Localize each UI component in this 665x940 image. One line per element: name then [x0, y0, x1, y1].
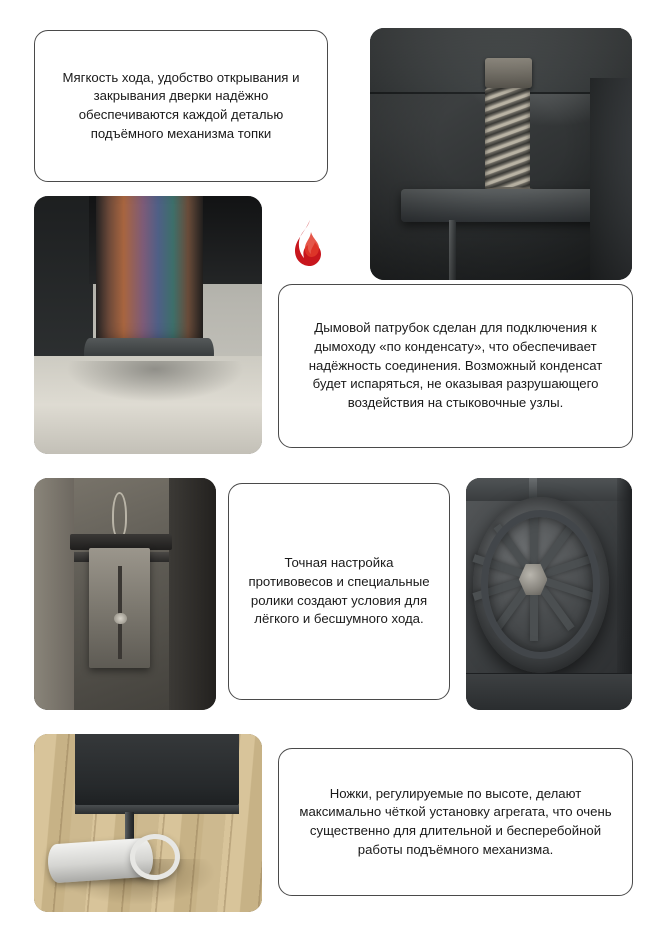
photo-cast-iron-wheel-image	[466, 478, 632, 710]
counterweight-pin	[114, 613, 127, 625]
photo-adjustable-leg	[34, 734, 262, 912]
card-counterweight-text: Точная настройка противовесов и специальные ролики создают условия для лёгкого и бесшумного хода.	[248, 555, 430, 627]
chimney-pipe-body	[96, 196, 203, 351]
photo-spring-hinge-image	[370, 28, 632, 280]
card-chimney	[278, 284, 633, 448]
counterweight-dark-edge	[169, 478, 216, 710]
card-chimney-text: Дымовой патрубок сделан для подключения к дымоходу «по конденсату», что обеспечивает надёжность соединения. Возможный конденсат будет испаряться, не оказывая разрушающего воздействия на стыковочные узлы.	[308, 320, 603, 411]
card-counterweight	[228, 483, 450, 700]
photo-chimney-pipe	[34, 196, 262, 454]
card-door-mechanism	[34, 30, 328, 182]
photo-spring-hinge	[370, 28, 632, 280]
counterweight-hook	[112, 492, 127, 538]
flame-icon	[290, 218, 330, 268]
photo-vignette	[370, 28, 632, 280]
photo-cast-iron-wheel	[466, 478, 632, 710]
wheel-rim	[481, 510, 601, 658]
chimney-background-left	[34, 196, 93, 356]
stove-body	[75, 734, 239, 809]
card-door-mechanism-text: Мягкость хода, удобство открывания и закрывания дверки надёжно обеспечиваются каждой деталью подъёмного механизма топки	[62, 69, 300, 141]
stove-bottom-edge	[75, 805, 239, 814]
photo-chimney-pipe-image	[34, 196, 262, 454]
photo-counterweight-image	[34, 478, 216, 710]
counterweight-wall	[34, 478, 74, 710]
photo-adjustable-leg-image	[34, 734, 262, 912]
chimney-base-shadow	[66, 361, 244, 402]
card-legs-text: Ножки, регулируемые по высоте, делают максимально чёткой установку агрегата, что очень существенно для длительной и бесперебойной работы подъёмного механизма.	[299, 785, 612, 857]
wheel-bottom-panel	[466, 673, 632, 710]
card-legs	[278, 748, 633, 896]
photo-counterweight	[34, 478, 216, 710]
